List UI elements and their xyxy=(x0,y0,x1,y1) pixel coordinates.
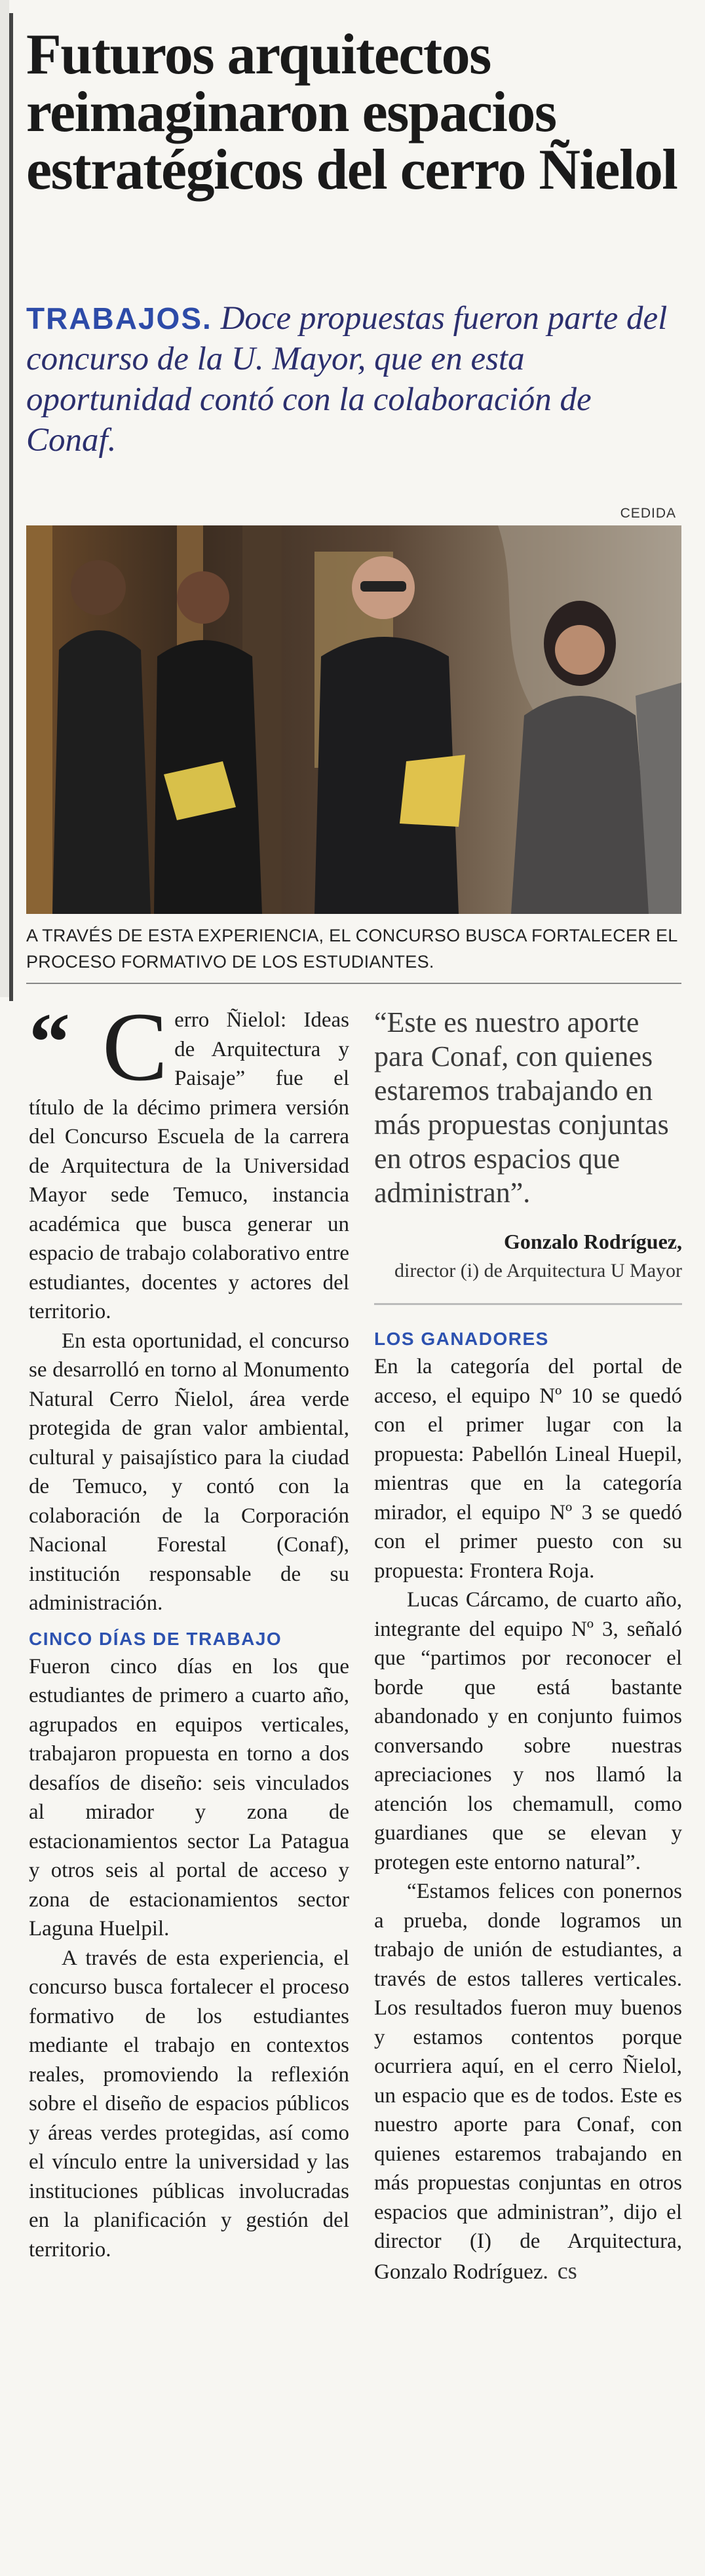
photo-illustration xyxy=(26,525,681,914)
deck xyxy=(26,298,681,461)
paragraph-4: A través de esta experiencia, el concurso busca fortalecer el proceso formativo de los estudiantes mediante el trabajo en contextos reales, promoviendo la reflexión sobre el diseño de espacios públicos y áreas verdes protegidas, así como el vínculo entre la universidad y las instituciones públicas involucradas en la planificación y gestión del territorio. xyxy=(29,1946,349,2262)
paragraph-5: En la categoría del portal de acceso, el equipo Nº 10 se quedó con el primer lugar con la propuesta: Pabellón Lineal Huepil, mientras que en la categoría mirador, el equipo Nº 3 se quedó con el primer puesto con su propuesta: Frontera Roja. xyxy=(374,1355,682,1583)
caption-divider xyxy=(26,983,681,984)
deck-text: Doce propuestas fueron parte del concurso de la U. Mayor, que en esta oportunidad contó con la colaboración de Conaf. xyxy=(26,300,668,459)
section-heading-ganadores: LOS GANADORES xyxy=(374,1329,549,1349)
pull-quote-author: Gonzalo Rodríguez, xyxy=(504,1230,682,1253)
article-photo xyxy=(26,525,681,914)
lead-paragraph xyxy=(29,993,349,1327)
pull-quote-divider xyxy=(374,1303,682,1305)
headline: Futuros arquitectos reimaginaron espacios estratégicos del cerro Ñielol xyxy=(26,23,677,202)
lead-rest: erro Ñielol: Ideas de Arquitectura y Paisaje” fue el título de la décimo primera versión del Concurso Escuela de la carrera de Arquitectura de la Universidad Mayor sede Temuco, instancia académica que busca generar un espacio de trabajo colaborativo entre estudiantes, docentes y actores del territorio. xyxy=(29,1008,349,1323)
lead-text xyxy=(29,993,349,1327)
paragraph-2: En esta oportunidad, el concurso se desarrolló en torno al Monumento Natural Cerro Ñielol, área verde protegida de gran valor ambiental, cultural y paisajístico para la ciudad de Temuco, y contó con la colaboración de la Corporación Nacional Forestal (Conaf), institución responsable de su administración. xyxy=(29,1329,349,1615)
paragraph-6: Lucas Cárcamo, de cuarto año, integrante del equipo Nº 3, señaló que “partimos por reconocer el borde que está bastante abandonado y en conjunto fuimos conversando sobre nuestras apreciaciones y nos llamó la atención los chemamull, como guardianes que se elevan y protegen este entorno natural”. xyxy=(374,1588,682,1874)
photo-credit: CEDIDA xyxy=(620,506,676,521)
paragraph-3: Fueron cinco días en los que estudiantes de primero a cuarto año, agrupados en equipos verticales, trabajaron propuesta en torno a dos desafíos de diseño: seis vinculados al mirador y zona de estacionamientos sector La Patagua y otros seis al portal de acceso y zona de estacionamientos sector Laguna Huelpil. xyxy=(29,1654,349,1941)
photo-caption: A TRAVÉS DE ESTA EXPERIENCIA, EL CONCURSO BUSCA FORTALECER EL PROCESO FORMATIVO DE LOS ESTUDIANTES. xyxy=(26,926,677,972)
paragraph-7-text: “Estamos felices con ponernos a prueba, donde logramos un trabajo de unión de estudiantes, a través de estos talleres verticales. Los resultados fueron muy buenos y estamos contentos porque ocurriera aquí, en el cerro Ñielol, un espacio que es de todos. Este es nuestro aporte para Conaf, con quienes estaremos trabajando en más propuestas conjuntas en otros espacios que administran”, dijo el director (I) de Arquitectura, Gonzalo Rodríguez. xyxy=(374,1880,682,2284)
pull-quote: “Este es nuestro aporte para Conaf, con quienes estaremos trabajando en más propuestas conjuntas en otros espacios que administran”. xyxy=(374,1006,669,1209)
article-column-right xyxy=(374,1006,682,2286)
drop-cap: C xyxy=(102,993,168,1101)
page-margin xyxy=(0,0,9,997)
paragraph-7 xyxy=(374,1877,682,2286)
pull-quote-role: director (i) de Arquitectura U Mayor xyxy=(394,1260,682,1281)
section-heading-cinco-dias: CINCO DÍAS DE TRABAJO xyxy=(29,1628,282,1649)
end-mark: cs xyxy=(557,2257,577,2284)
article-column-left xyxy=(29,993,349,2264)
lead-quote-mark: “ xyxy=(29,997,70,1088)
deck-kicker: TRABAJOS. xyxy=(26,301,212,335)
column-rule xyxy=(9,13,13,1001)
